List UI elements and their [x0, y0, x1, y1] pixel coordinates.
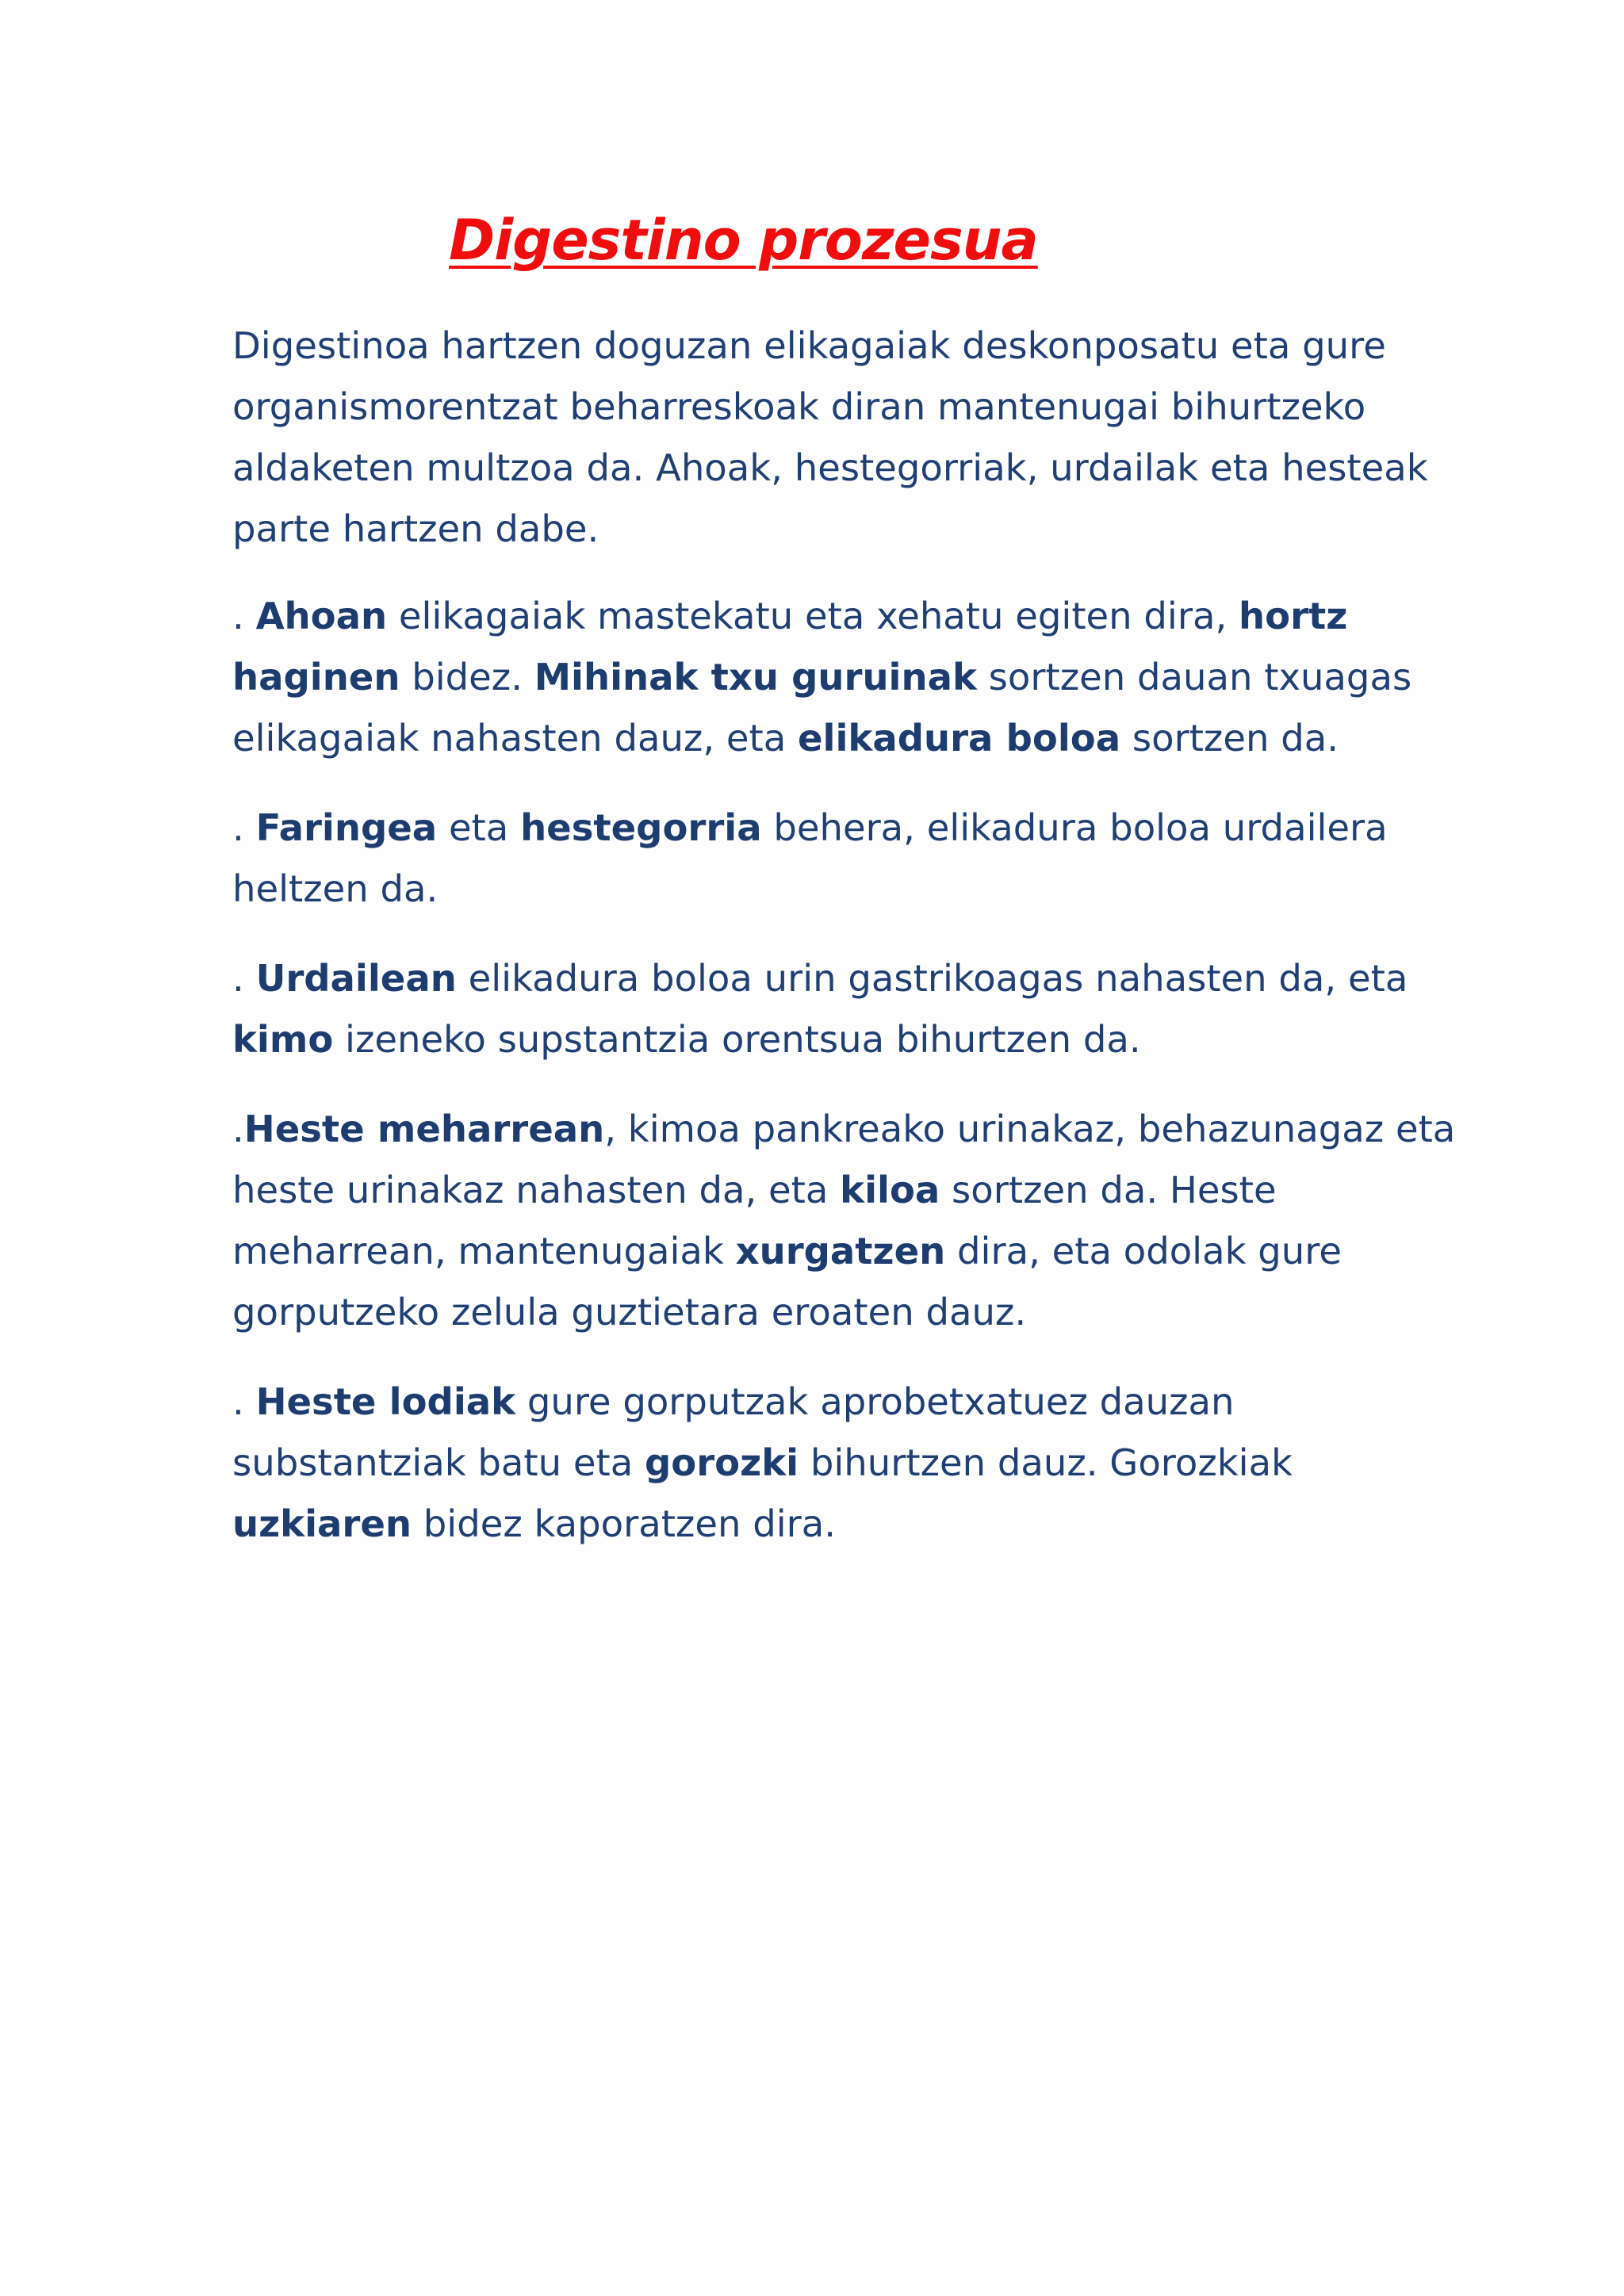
term-urdailean: Urdailean [255, 957, 457, 1000]
term-elikadura-boloa: elikadura boloa [798, 717, 1121, 760]
heste-lodia-line-3 [232, 1494, 1422, 1555]
heste-meharra-paragraph [232, 1099, 1456, 1343]
paragraph-spacer [232, 560, 1422, 586]
ahoa-line-1 [232, 586, 1422, 647]
text-run: bihurtzen dauz. Gorozkiak [799, 1441, 1293, 1484]
heste-lodia-line-2 [232, 1433, 1422, 1494]
term-hortz: hortz [1239, 595, 1348, 637]
text-run: bidez. [400, 656, 534, 698]
text-run: behera, elikadura boloa urdailera [761, 806, 1388, 849]
heste-meharra-line-2 [232, 1160, 1422, 1221]
text-run: gure gorputzak aprobetxatuez dauzan [515, 1380, 1235, 1423]
intro-line: aldaketen multzoa da. Ahoak, hestegorriak, urdailak eta hesteak [232, 446, 1428, 489]
intro-line: organismorentzat beharreskoak diran mantenugai bihurtzeko [232, 385, 1366, 428]
term-gorozki: gorozki [645, 1441, 799, 1484]
paragraph-spacer [232, 769, 1422, 798]
term-haginen: haginen [232, 656, 400, 698]
text-run: heltzen da. [232, 867, 439, 910]
ahoa-line-3 [232, 708, 1422, 769]
term-uzkiaren: uzkiaren [232, 1502, 412, 1545]
text-run: , kimoa pankreako urinakaz, behazunagaz eta [604, 1108, 1456, 1150]
term-mihinak-txu-guruinak: Mihinak txu guruinak [534, 656, 977, 698]
document-title: Digestino prozesua [449, 208, 1038, 273]
text-run: elikagaiak mastekatu eta xehatu egiten dira, [387, 595, 1239, 637]
bullet: . [232, 806, 256, 849]
text-run: dira, eta odolak gure [945, 1230, 1342, 1272]
heste-meharra-line-1 [232, 1099, 1456, 1160]
text-run: eta [437, 806, 521, 849]
text-run: heste urinakaz nahasten da, eta [232, 1169, 841, 1211]
bullet: . [232, 1108, 244, 1150]
faringea-line-2 [232, 859, 1422, 920]
paragraph-spacer [232, 920, 1422, 948]
text-run: elikagaiak nahasten dauz, eta [232, 717, 799, 760]
term-ahoan: Ahoan [255, 595, 388, 637]
intro-paragraph [232, 316, 1428, 560]
term-faringea: Faringea [255, 806, 438, 849]
term-heste-lodiak: Heste lodiak [255, 1380, 516, 1423]
text-run: izeneko supstantzia orentsua bihurtzen da. [333, 1018, 1141, 1061]
ahoa-paragraph [232, 586, 1422, 769]
intro-line: Digestinoa hartzen doguzan elikagaiak deskonposatu eta gure [232, 324, 1386, 367]
text-run: sortzen da. [1120, 717, 1339, 760]
text-run: substantziak batu eta [232, 1441, 645, 1484]
text-run: bidez kaporatzen dira. [411, 1502, 837, 1545]
bullet: . [232, 1380, 256, 1423]
bullet: . [232, 957, 256, 1000]
text-run: sortzen da. Heste [940, 1169, 1277, 1211]
paragraph-spacer [232, 1070, 1422, 1099]
urdaila-line-1 [232, 948, 1422, 1009]
term-heste-meharrean: Heste meharrean [243, 1108, 605, 1150]
text-run: gorputzeko zelula guztietara eroaten dauz. [232, 1291, 1027, 1334]
term-kimo: kimo [232, 1018, 334, 1061]
heste-meharra-line-3 [232, 1221, 1422, 1282]
heste-lodia-line-1 [232, 1372, 1422, 1433]
term-hestegorria: hestegorria [520, 806, 762, 849]
text-run: elikadura boloa urin gastrikoagas nahasten da, eta [456, 957, 1408, 1000]
paragraph-spacer [232, 1343, 1422, 1372]
heste-meharra-line-4 [232, 1282, 1422, 1343]
text-run: sortzen dauan txuagas [976, 656, 1412, 698]
intro-line: parte hartzen dabe. [232, 507, 599, 550]
faringea-paragraph [232, 798, 1422, 920]
document-body [232, 316, 1456, 1555]
heste-lodia-paragraph [232, 1372, 1422, 1555]
ahoa-line-2 [232, 647, 1422, 708]
term-kiloa: kiloa [840, 1169, 940, 1211]
term-xurgatzen: xurgatzen [735, 1230, 946, 1272]
text-run: meharrean, mantenugaiak [232, 1230, 736, 1272]
bullet: . [232, 595, 256, 637]
urdaila-line-2 [232, 1009, 1422, 1070]
faringea-line-1 [232, 798, 1422, 859]
urdaila-paragraph [232, 948, 1422, 1070]
